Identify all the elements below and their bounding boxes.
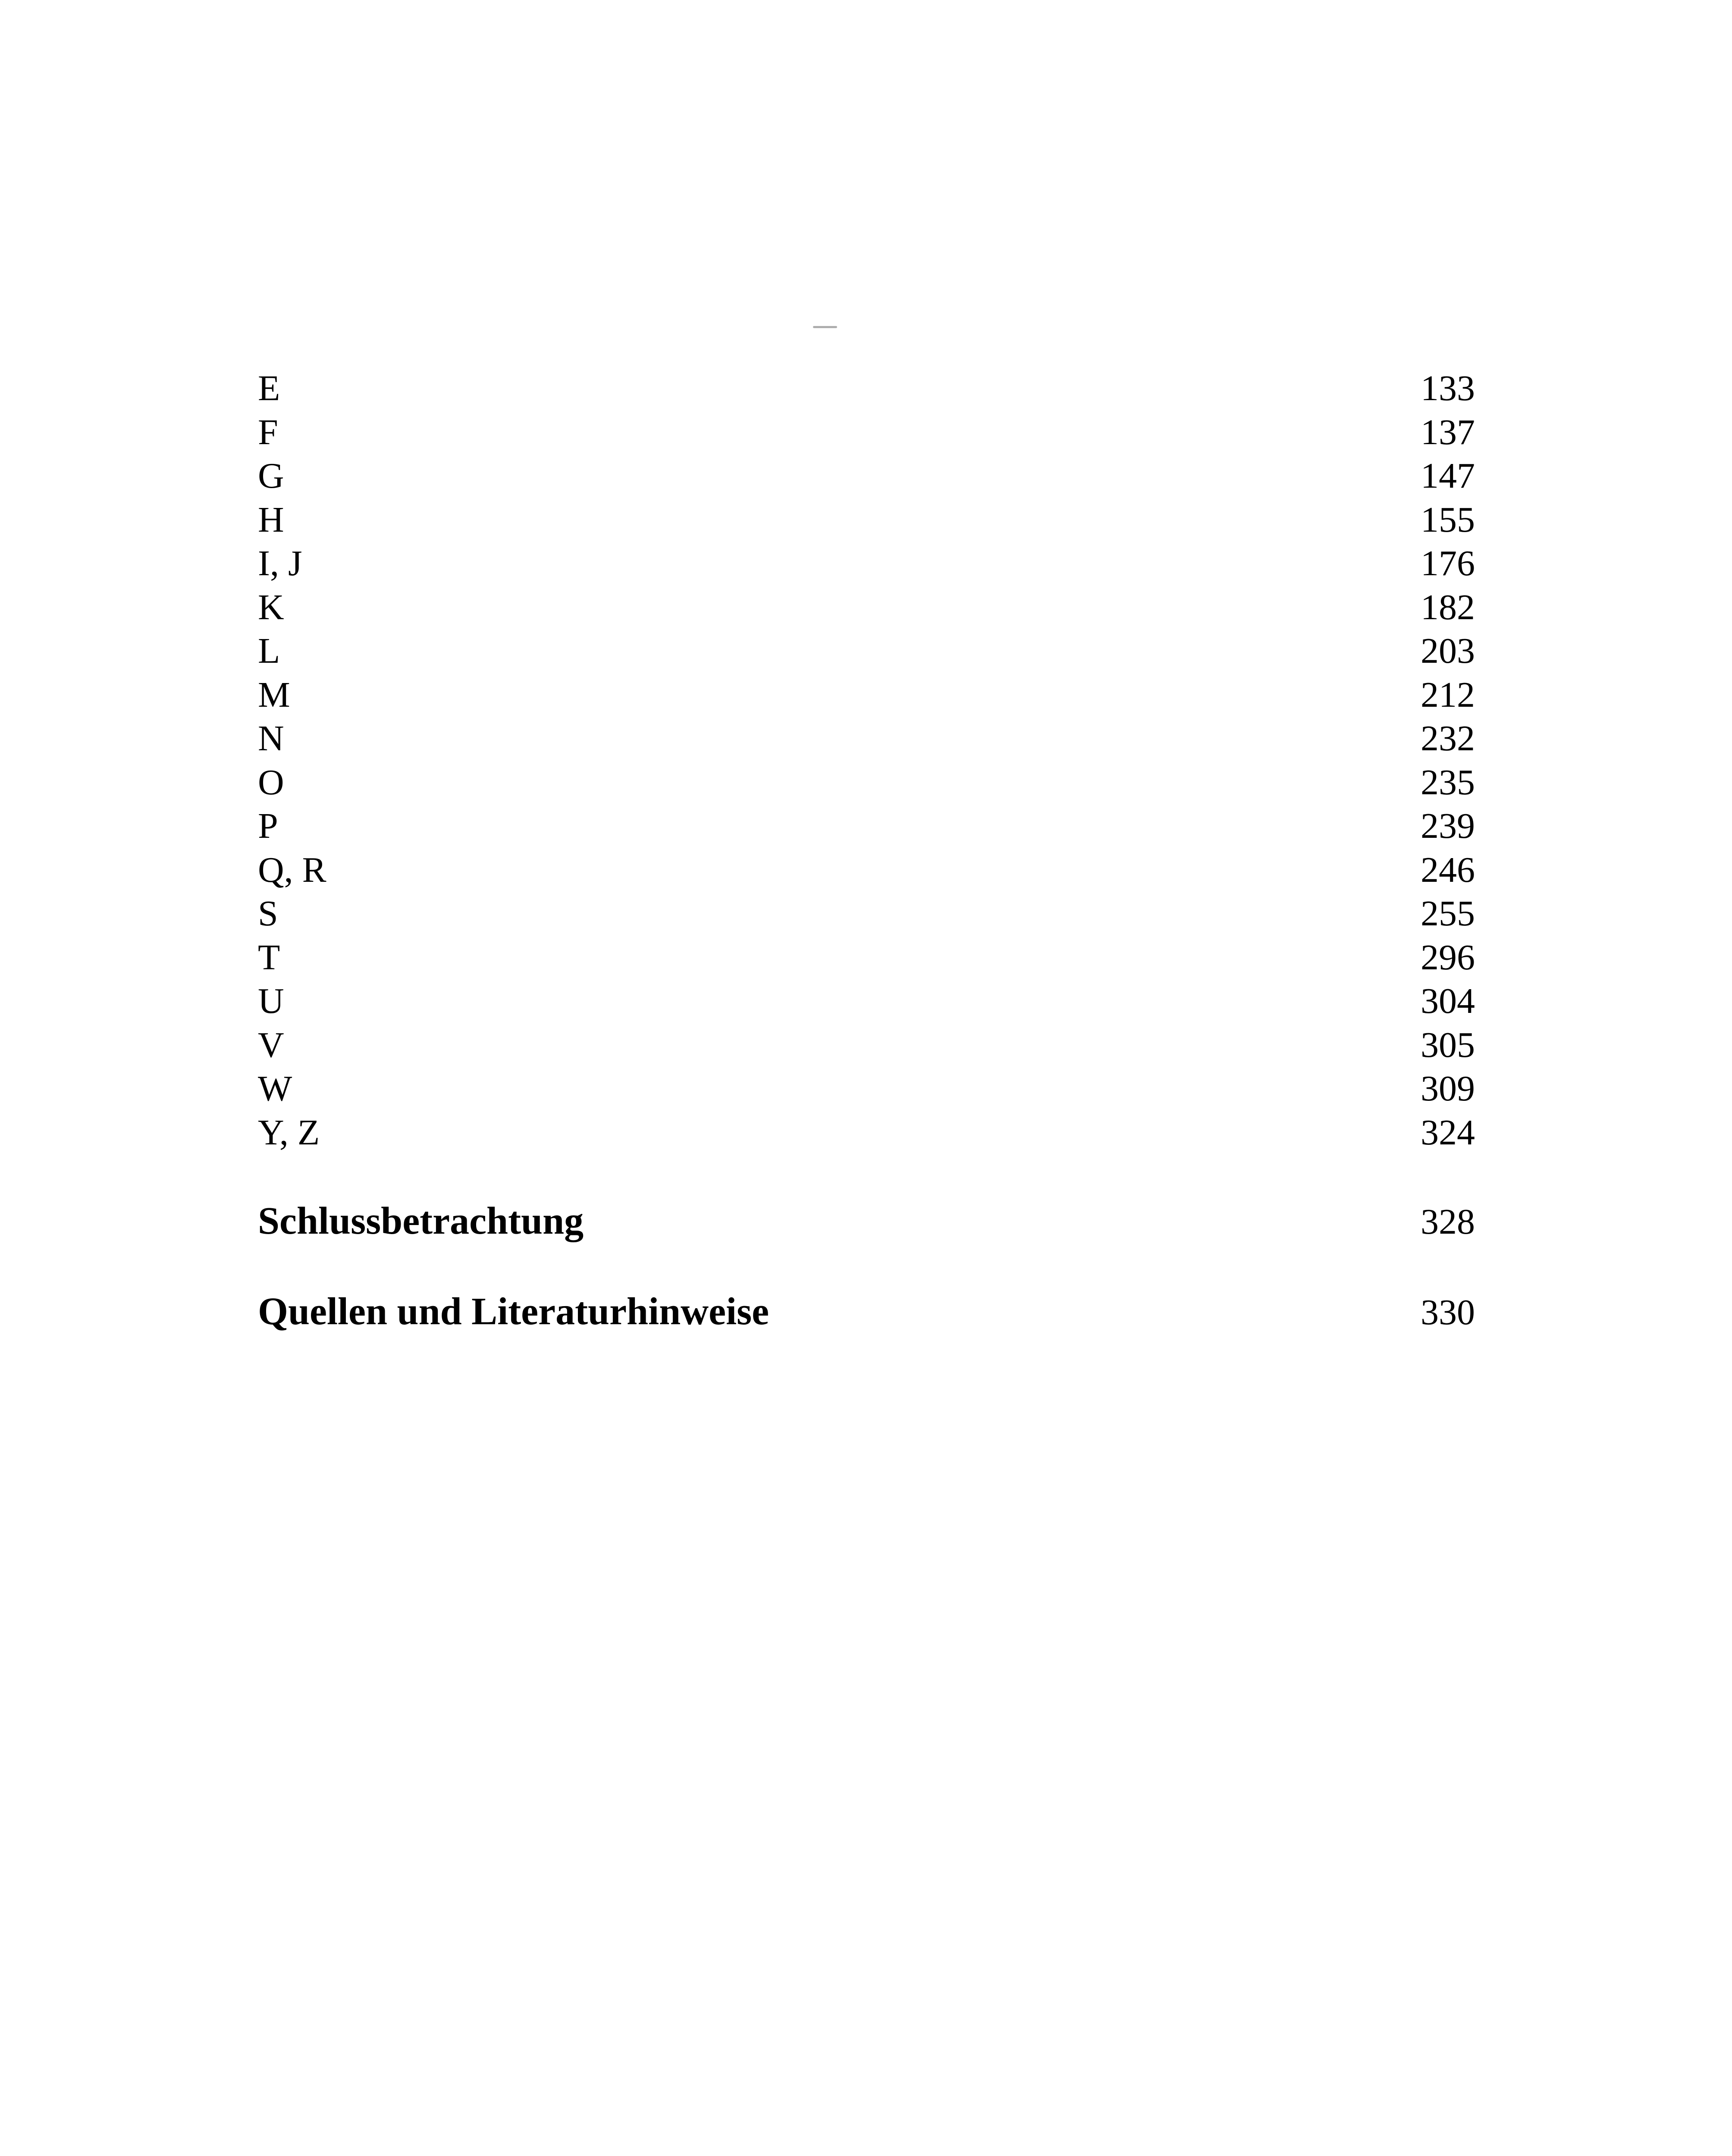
toc-entry-page: 239 bbox=[1421, 806, 1475, 846]
toc-entry-s bbox=[258, 892, 1475, 936]
toc-entry-g bbox=[258, 454, 1475, 498]
toc-entry-e bbox=[258, 367, 1475, 411]
toc-entry-label: K bbox=[258, 587, 284, 627]
toc-entry-u bbox=[258, 979, 1475, 1023]
toc-entry-i-j bbox=[258, 542, 1475, 586]
toc-entry-page: 324 bbox=[1421, 1112, 1475, 1153]
toc-entry-label: G bbox=[258, 456, 284, 496]
scan-artifact bbox=[813, 326, 837, 328]
toc-entry-t bbox=[258, 936, 1475, 980]
toc-entry-page: 212 bbox=[1421, 674, 1475, 715]
toc-entry-page: 176 bbox=[1421, 543, 1475, 583]
toc-entry-page: 246 bbox=[1421, 849, 1475, 890]
toc-entry-page: 203 bbox=[1421, 631, 1475, 671]
toc-entry-page: 147 bbox=[1421, 456, 1475, 496]
toc-entry-label: Y, Z bbox=[258, 1112, 320, 1153]
toc-section-label: Schlussbetrachtung bbox=[258, 1200, 584, 1242]
toc-entry-f bbox=[258, 411, 1475, 454]
toc-entry-page: 155 bbox=[1421, 499, 1475, 540]
toc-entry-page: 304 bbox=[1421, 981, 1475, 1021]
toc-entry-label: S bbox=[258, 893, 278, 934]
toc-entry-y-z bbox=[258, 1111, 1475, 1155]
toc-entry-page: 182 bbox=[1421, 587, 1475, 627]
toc-entry-label: E bbox=[258, 368, 280, 408]
toc-entry-l bbox=[258, 629, 1475, 673]
toc-section-page: 330 bbox=[1421, 1292, 1475, 1332]
toc-entry-page: 232 bbox=[1421, 718, 1475, 758]
toc-entry-label: N bbox=[258, 718, 284, 758]
toc-entry-label: P bbox=[258, 806, 278, 846]
toc-entry-page: 235 bbox=[1421, 762, 1475, 802]
toc-entry-q-r bbox=[258, 848, 1475, 892]
toc-entry-v bbox=[258, 1023, 1475, 1067]
toc-entry-label: H bbox=[258, 499, 284, 540]
toc-entry-label: L bbox=[258, 631, 280, 671]
toc-entry-page: 305 bbox=[1421, 1025, 1475, 1065]
toc-entry-k bbox=[258, 586, 1475, 630]
toc-entry-label: T bbox=[258, 937, 280, 978]
toc-entry-w bbox=[258, 1067, 1475, 1111]
toc-entry-h bbox=[258, 498, 1475, 542]
toc-entry-p bbox=[258, 804, 1475, 848]
toc-entry-m bbox=[258, 673, 1475, 717]
toc-section-label: Quellen und Literaturhinweise bbox=[258, 1290, 769, 1333]
toc-entry-label: V bbox=[258, 1025, 284, 1065]
toc-section-quellen bbox=[258, 1288, 1475, 1335]
toc-entry-label: W bbox=[258, 1069, 292, 1109]
toc-entry-page: 309 bbox=[1421, 1069, 1475, 1109]
toc-entry-label: M bbox=[258, 674, 290, 715]
toc-entry-label: Q, R bbox=[258, 849, 326, 890]
toc-entry-page: 133 bbox=[1421, 368, 1475, 408]
table-of-contents bbox=[258, 367, 1475, 1335]
toc-entry-o bbox=[258, 761, 1475, 805]
toc-entry-page: 296 bbox=[1421, 937, 1475, 978]
toc-entry-label: O bbox=[258, 762, 284, 802]
toc-entry-page: 255 bbox=[1421, 893, 1475, 934]
toc-entry-label: U bbox=[258, 981, 284, 1021]
toc-section-page: 328 bbox=[1421, 1202, 1475, 1242]
toc-entry-label: F bbox=[258, 412, 278, 452]
toc-entry-page: 137 bbox=[1421, 412, 1475, 452]
toc-entry-label: I, J bbox=[258, 543, 302, 583]
toc-section-schlussbetrachtung bbox=[258, 1197, 1475, 1245]
toc-entry-n bbox=[258, 717, 1475, 761]
